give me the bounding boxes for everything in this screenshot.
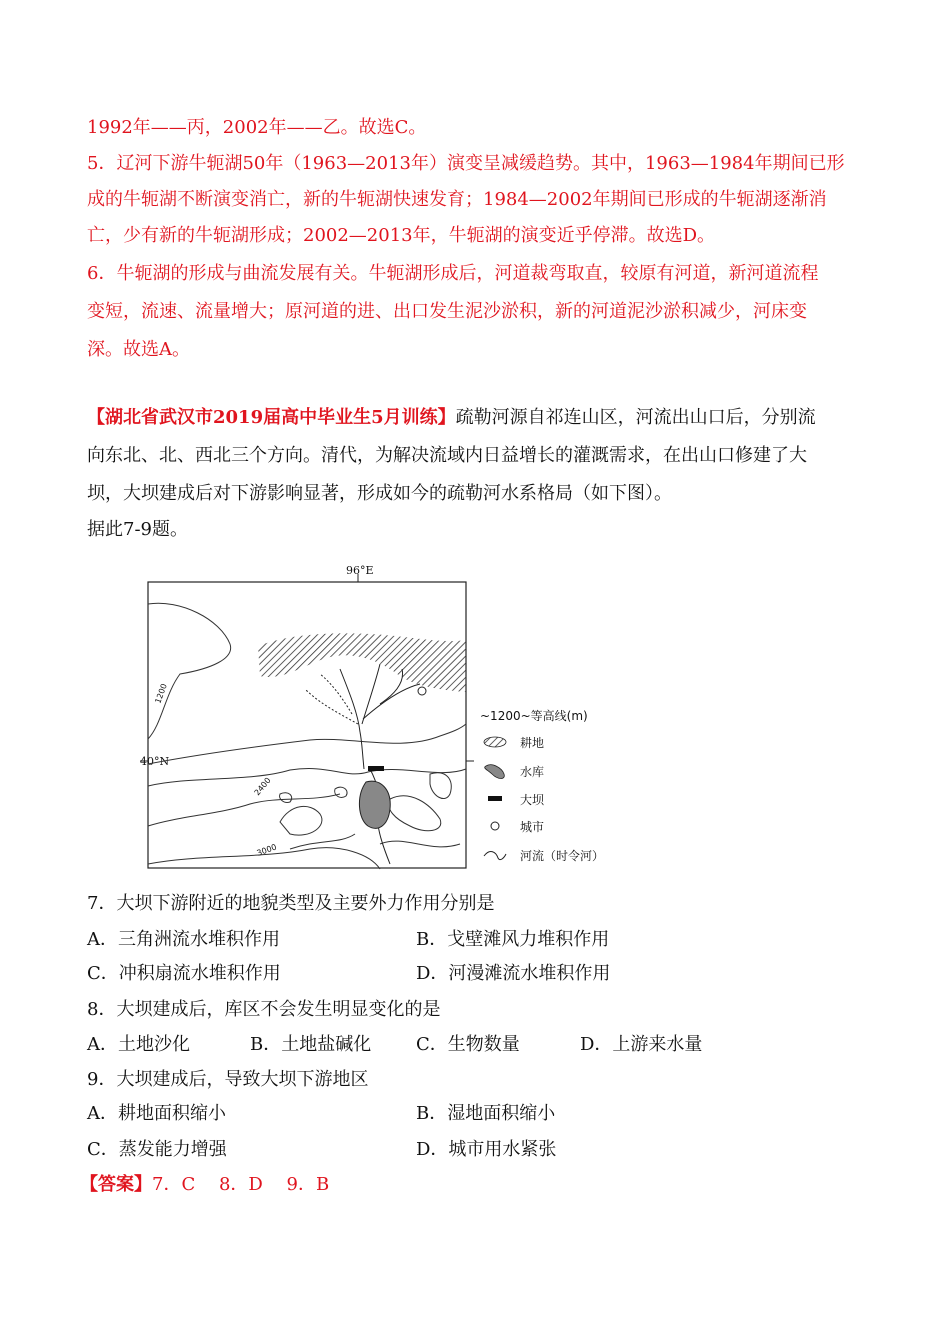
- lat-label: 40°N: [140, 755, 170, 768]
- answer-line: [80, 1173, 329, 1197]
- river-network: [305, 664, 420, 864]
- question-8-stem: 8．大坝建成后，库区不会发生明显变化的是: [87, 999, 441, 1020]
- answer-label: 【答案】: [80, 1174, 152, 1195]
- source-tag: 【湖北省武汉市2019届高中毕业生5月训练】: [87, 407, 456, 428]
- map-frame: [148, 582, 466, 868]
- legend-farmland: 耕地: [520, 736, 545, 750]
- material-line: 据此7-9题。: [87, 519, 188, 540]
- material-line: [87, 406, 816, 430]
- legend-city: 城市: [520, 820, 545, 834]
- reservoir: [359, 781, 390, 828]
- city-marker: [418, 687, 426, 695]
- analysis-q5-line: 亡，少有新的牛轭湖形成；2002—2013年，牛轭湖的演变近乎停滞。故选D。: [87, 225, 716, 246]
- q9-option-a: A．耕地面积缩小: [87, 1103, 226, 1124]
- analysis-line: 1992年——丙，2002年——乙。故选C。: [87, 117, 427, 138]
- legend-contour: ~1200~等高线(m): [480, 709, 588, 723]
- legend-reservoir: 水库: [520, 765, 545, 779]
- analysis-q5-line: 5．辽河下游牛轭湖50年（1963—2013年）演变呈减缓趋势。其中，1963—1984年期间已形: [87, 153, 845, 174]
- contour-label: 2400: [252, 775, 273, 798]
- legend-city-symbol: [491, 822, 499, 830]
- material-line: 向东北、北、西北三个方向。清代，为解决流域内日益增长的灌溉需求，在出山口修建了大: [87, 445, 807, 466]
- legend-river: 河流（时令河）: [520, 849, 605, 863]
- analysis-q6-line: 变短，流速、流量增大；原河道的进、出口发生泥沙淤积，新的河道泥沙淤积减少，河床变: [87, 301, 807, 322]
- legend-dam: 大坝: [520, 793, 545, 807]
- q7-option-c: C．冲积扇流水堆积作用: [87, 963, 281, 984]
- question-7-stem: 7．大坝下游附近的地貌类型及主要外力作用分别是: [87, 893, 495, 914]
- map-legend: [480, 708, 604, 863]
- contour-label: 3000: [255, 842, 278, 858]
- legend-river-symbol: [484, 852, 506, 860]
- legend-dam-symbol: [488, 796, 502, 801]
- lon-label: 96°E: [346, 564, 374, 577]
- q7-option-b: B．戈壁滩风力堆积作用: [416, 929, 610, 950]
- q8-option-d: D．上游来水量: [580, 1034, 703, 1055]
- q9-option-c: C．蒸发能力增强: [87, 1139, 227, 1160]
- q8-option-c: C．生物数量: [416, 1034, 520, 1055]
- farmland-area: [258, 633, 466, 692]
- q8-option-a: A．土地沙化: [87, 1034, 190, 1055]
- shule-river-map: [140, 564, 630, 876]
- q9-option-d: D．城市用水紧张: [416, 1139, 557, 1160]
- analysis-q6-line: 深。故选A。: [87, 339, 190, 360]
- q7-option-a: A．三角洲流水堆积作用: [87, 929, 280, 950]
- dam: [368, 766, 384, 771]
- legend-reservoir-symbol: [485, 765, 505, 779]
- question-9-stem: 9．大坝建成后，导致大坝下游地区: [87, 1069, 369, 1090]
- material-text: 疏勒河源自祁连山区，河流出山口后，分别流: [455, 407, 816, 428]
- q9-option-b: B．湿地面积缩小: [416, 1103, 556, 1124]
- legend-farmland-symbol: [484, 737, 506, 747]
- contour-label: 1200: [153, 682, 169, 705]
- analysis-q6-line: 6．牛轭湖的形成与曲流发展有关。牛轭湖形成后，河道裁弯取直，较原有河道，新河道流程: [87, 263, 819, 284]
- q8-option-b: B．土地盐碱化: [250, 1034, 372, 1055]
- answer-text: 7．C 8．D 9．B: [152, 1174, 330, 1195]
- material-line: 坝，大坝建成后对下游影响显著，形成如今的疏勒河水系格局（如下图）。: [87, 483, 672, 504]
- analysis-q5-line: 成的牛轭湖不断演变消亡，新的牛轭湖快速发育；1984—2002年期间已形成的牛轭湖逐渐消: [87, 189, 827, 210]
- q7-option-d: D．河漫滩流水堆积作用: [416, 963, 611, 984]
